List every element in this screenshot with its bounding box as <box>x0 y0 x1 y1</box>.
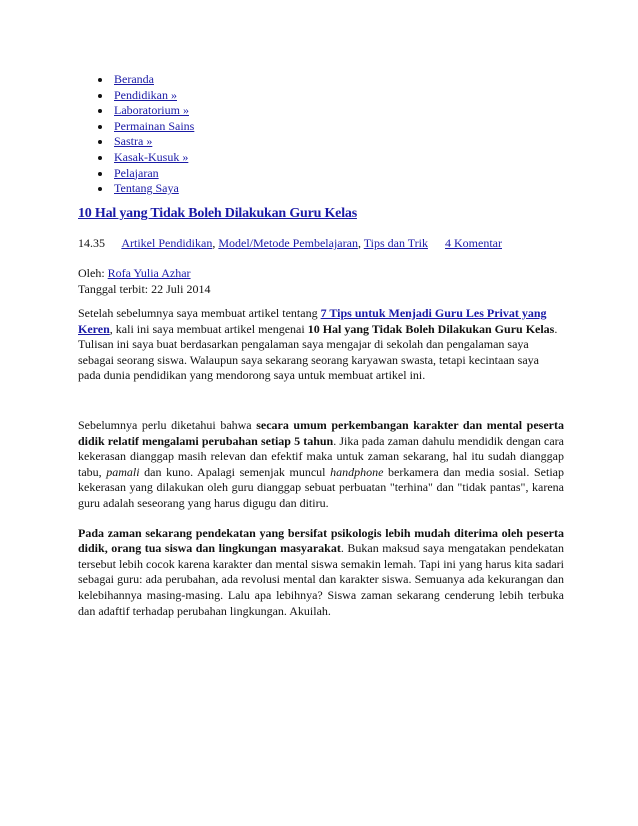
label-link-model-metode[interactable]: Model/Metode Pembelajaran <box>218 236 358 250</box>
bold-text: 10 Hal yang Tidak Boleh Dilakukan Guru Kelas <box>307 321 555 336</box>
post-time: 14.35 <box>78 236 105 250</box>
paragraph-approach <box>78 526 564 620</box>
text-span: . Bukan maksud saya mengatakan pendekatan tersebut lebih cocok karena karakter dan mental siswa semakin lemah. Tapi ini yang harus kita sadari sebagai guru: ada perubahan, ada revolusi mental dan karakter siswa. Semuanya ada kekurangan dan kelebihannya masing-masing. Lalu apa lebihnya? Siswa zaman sekarang cenderung lebih terbuka dan adaftif terhadap perubahan lingkungan. Akuilah. <box>78 541 565 618</box>
author-line <box>78 265 210 281</box>
text-span: Setelah sebelumnya saya membuat artikel tentang <box>78 306 321 320</box>
post-title-link[interactable]: 10 Hal yang Tidak Boleh Dilakukan Guru Kelas <box>78 206 357 221</box>
nav-link-pendidikan[interactable]: Pendidikan » <box>114 87 177 102</box>
nav-menu <box>80 72 194 197</box>
label-separator: , <box>212 236 216 250</box>
nav-link-pelajaran[interactable]: Pelajaran <box>114 165 159 180</box>
label-link-tips-dan-trik[interactable]: Tips dan Trik <box>363 236 429 250</box>
text-span: Sebelumnya perlu diketahui bahwa <box>78 417 257 432</box>
nav-item-tentang-saya <box>112 181 194 197</box>
text-span: , kali ini saya membuat artikel mengenai <box>109 321 308 336</box>
post-body <box>78 306 564 619</box>
nav-link-sastra[interactable]: Sastra » <box>114 134 153 149</box>
comments-link[interactable]: 4 Komentar <box>445 236 502 250</box>
nav-link-permainan-sains[interactable]: Permainan Sains <box>114 118 195 133</box>
text-span: . Jika pada zaman dahulu mendidik dengan cara kekerasan dianggap masih relevan dan efektif maka untuk zaman sekarang, hal itu sudah dianggap tabu, <box>78 433 565 479</box>
related-article-link[interactable]: 7 Tips untuk Menjadi Guru Les Privat yang Keren <box>78 306 547 336</box>
label-separator: , <box>357 236 361 250</box>
post-title <box>78 206 357 222</box>
italic-text: pamali <box>106 464 140 479</box>
byline <box>78 265 210 297</box>
nav-item-pelajaran <box>112 166 194 182</box>
author-prefix: Oleh: <box>78 266 105 280</box>
text-span: . Tulisan ini saya buat berdasarkan pengalaman saya mengajar di sekolah dan pengalaman saya sebagai seorang siswa. Walaupun saya sekarang seorang karyawan swasta, tetapi kecintaan saya pada dunia pendidikan yang mendorong saya untuk membuat artikel ini. <box>78 321 558 383</box>
nav-item-beranda <box>112 72 194 88</box>
author-link[interactable]: Rofa Yulia Azhar <box>107 266 191 280</box>
bold-text: secara umum perkembangan karakter dan mental peserta didik relatif mengalami perubahan setiap 5 tahun <box>78 417 564 448</box>
nav-link-tentang-saya[interactable]: Tentang Saya <box>114 181 179 196</box>
nav-link-kasak-kusuk[interactable]: Kasak-Kusuk » <box>114 149 189 164</box>
paragraph-intro <box>78 306 564 384</box>
text-span: dan kuno. Apalagi semenjak muncul <box>139 464 331 479</box>
nav-link-beranda[interactable]: Beranda <box>114 72 154 86</box>
post-meta <box>78 236 502 251</box>
paragraph-context <box>78 418 564 512</box>
italic-text: handphone <box>330 464 384 479</box>
bold-text: Pada zaman sekarang pendekatan yang bersifat psikologis lebih mudah diterima oleh peserta didik, orang tua siswa dan lingkungan masyarakat <box>78 525 564 556</box>
nav-item-sastra <box>112 134 194 150</box>
text-span: berkamera dan media sosial. Setiap kekerasan yang dilakukan oleh guru dianggap sebuat perbuatan "terhina" dan "tidak pantas", karena guru adalah seseorang yang harus digugu dan ditiru. <box>78 464 564 510</box>
nav-item-permainan-sains <box>112 119 194 135</box>
nav-item-laboratorium <box>112 103 194 119</box>
nav-link-laboratorium[interactable]: Laboratorium » <box>114 103 189 118</box>
publish-date: Tanggal terbit: 22 Juli 2014 <box>78 282 211 296</box>
nav-item-pendidikan <box>112 88 194 104</box>
label-link-artikel-pendidikan[interactable]: Artikel Pendidikan <box>121 236 213 250</box>
nav-item-kasak-kusuk <box>112 150 194 166</box>
